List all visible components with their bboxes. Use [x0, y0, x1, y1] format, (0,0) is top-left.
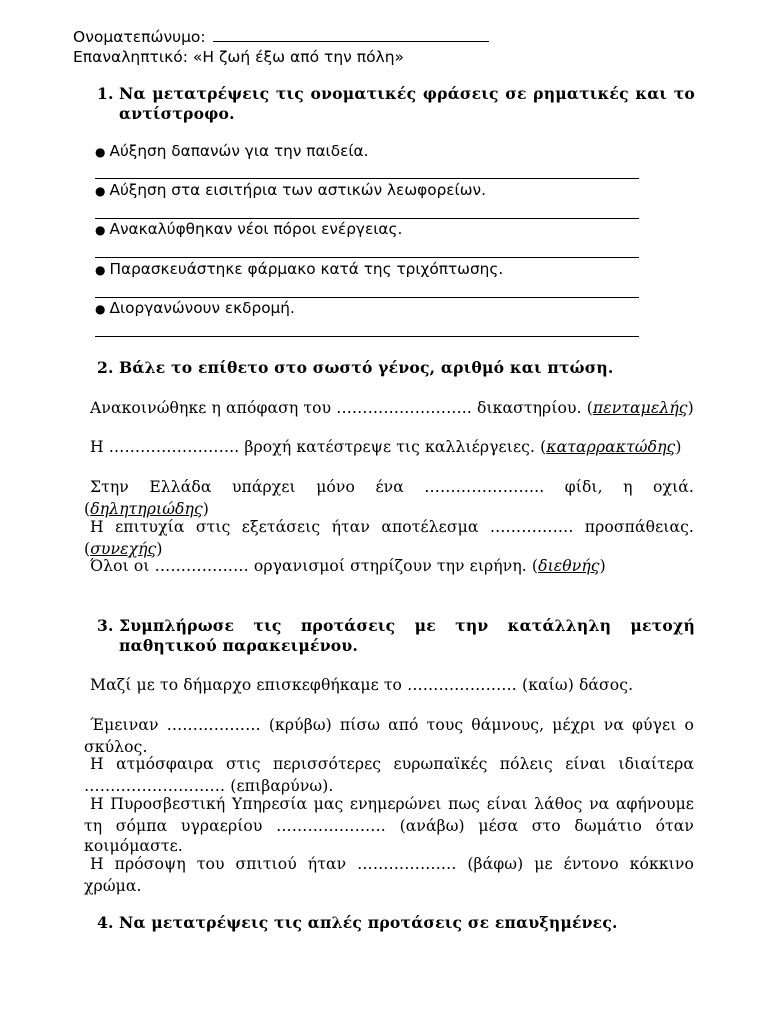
section1-item: ● Ανακαλύφθηκαν νέοι πόροι ενέργειας. — [95, 220, 403, 238]
section4-heading — [97, 913, 695, 933]
section1-heading — [97, 84, 695, 124]
bullet-icon: ● — [95, 145, 106, 159]
section1-title: Να μετατρέψεις τις ονοματικές φράσεις σε ρηματικές και το αντίστροφο. — [119, 84, 695, 123]
section3-item: Έμειναν ……………… (κρύβω) πίσω από τους θάμνους, μέχρι να φύγει ο σκύλος. — [84, 716, 694, 756]
answer-line[interactable] — [95, 257, 639, 258]
section1-number: 1. — [97, 84, 114, 103]
worksheet-subtitle: Επαναληπτικό: «Η ζωή έξω από την πόλη» — [73, 48, 405, 66]
section4-title: Να μετατρέψεις τις απλές προτάσεις σε επαυξημένες. — [119, 913, 618, 932]
bullet-icon: ● — [95, 184, 106, 198]
section1-item: ● Παρασκευάστηκε φάρμακο κατά της τριχόπτωσης. — [95, 260, 504, 278]
section3-number: 3. — [97, 616, 114, 635]
section3-item: Η ατμόσφαιρα στις περισσότερες ευρωπαϊκές πόλεις είναι ιδιαίτερα ……………………… (επιβαρύνω). — [84, 755, 694, 795]
section2-heading — [97, 358, 695, 378]
answer-line[interactable] — [95, 178, 639, 179]
section3-heading — [97, 616, 695, 656]
adjective: διεθνής — [538, 557, 600, 575]
section4-number: 4. — [97, 913, 114, 932]
section3-item: Μαζί με το δήμαρχο επισκεφθήκαμε το ………………… (καίω) δάσος. — [90, 676, 634, 694]
bullet-icon: ● — [95, 223, 106, 237]
name-row — [73, 27, 489, 47]
section3-item: Η Πυροσβεστική Υπηρεσία μας ενημερώνει πως είναι λάθος να αφήνουμε τη σόμπα υγραερίου ………………… (ανάβω) μέσα στο δωμάτιο όταν κοιμόμαστε. — [84, 795, 694, 855]
section2-item: Όλοι οι ……………… οργανισμοί στηρίζουν την ειρήνη. (διεθνής) — [90, 557, 606, 575]
name-field[interactable] — [213, 27, 489, 42]
section2-item: Στην Ελλάδα υπάρχει μόνο ένα ………………….. φίδι, η οχιά. (δηλητηριώδης) — [84, 478, 694, 518]
bullet-icon: ● — [95, 263, 106, 277]
section1-item: ● Αύξηση στα εισιτήρια των αστικών λεωφορείων. — [95, 181, 486, 199]
section2-item: Ανακοινώθηκε η απόφαση του …………………….. δικαστηρίου. (πενταμελής) — [90, 399, 694, 417]
section3-item: Η πρόσοψη του σπιτιού ήταν ………………. (βάφω) με έντονο κόκκινο χρώμα. — [84, 855, 694, 895]
section2-number: 2. — [97, 358, 114, 377]
adjective: πενταμελής — [592, 399, 688, 417]
name-label: Ονοματεπώνυμο: — [73, 28, 206, 46]
section3-title: Συμπλήρωσε τις προτάσεις με την κατάλληλη μετοχή παθητικού παρακειμένου. — [119, 616, 695, 655]
adjective: δηλητηριώδης — [90, 500, 203, 518]
section1-item: ● Διοργανώνουν εκδρομή. — [95, 299, 295, 317]
section2-title: Βάλε το επίθετο στο σωστό γένος, αριθμό και πτώση. — [119, 358, 614, 377]
section2-item: Η ……………………. βροχή κατέστρεψε τις καλλιέργειες. (καταρρακτώδης) — [90, 438, 682, 456]
adjective: συνεχής — [90, 540, 157, 558]
section1-item: ● Αύξηση δαπανών για την παιδεία. — [95, 142, 369, 160]
answer-line[interactable] — [95, 336, 639, 337]
bullet-icon: ● — [95, 302, 106, 316]
adjective: καταρρακτώδης — [546, 438, 676, 456]
section2-item: Η επιτυχία στις εξετάσεις ήταν αποτέλεσμα ……………. προσπάθειας. (συνεχής) — [84, 518, 694, 558]
